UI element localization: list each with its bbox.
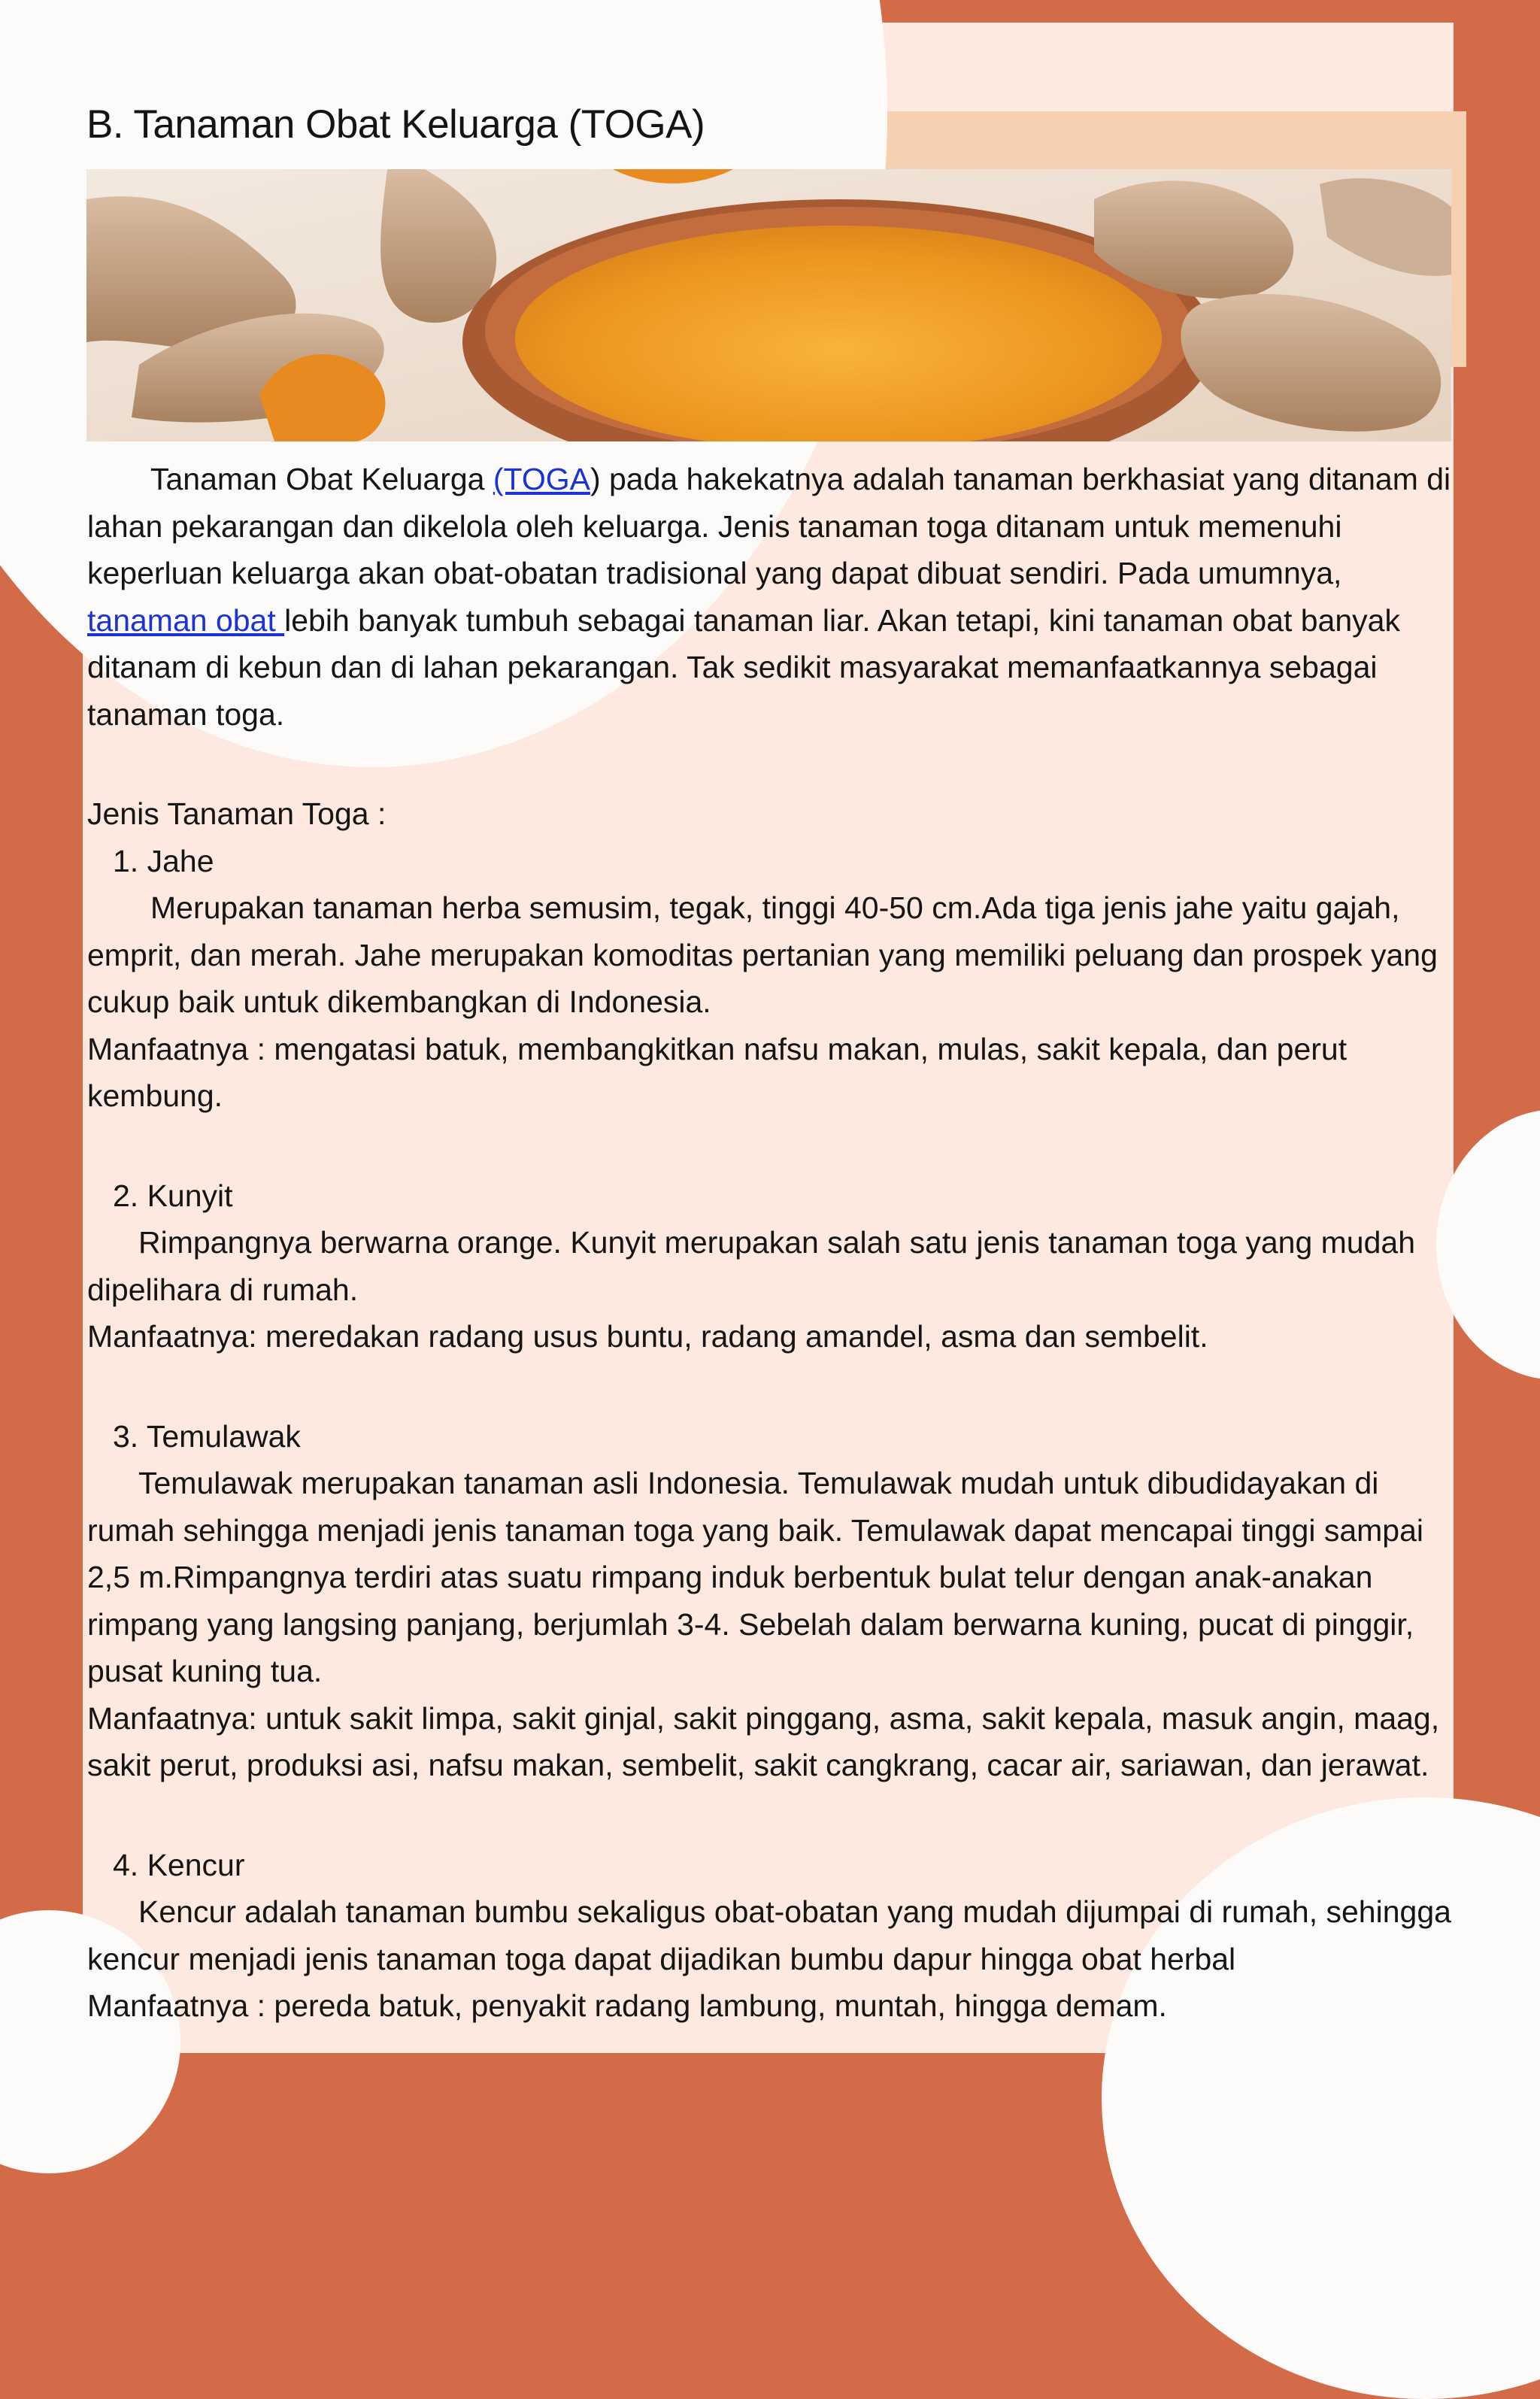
plant-benefits-kencur: Manfaatnya : pereda batuk, penyakit radang lambung, muntah, hingga demam. <box>87 1988 1167 2023</box>
plant-description-jahe: Merupakan tanaman herba semusim, tegak, tinggi 40-50 cm.Ada tiga jenis jahe yaitu gajah, emprit, dan merah. Jahe merupakan komoditas pertanian yang memiliki peluang dan prospek yang cukup baik untuk dikembangkan di Indonesia. <box>87 890 1438 1019</box>
hero-image <box>86 169 1451 441</box>
tanaman-obat-link[interactable]: tanaman obat <box>87 602 285 638</box>
plant-benefits-kunyit: Manfaatnya: meredakan radang usus buntu, radang amandel, asma dan sembelit. <box>87 1319 1208 1354</box>
plant-name-kunyit: 2. Kunyit <box>113 1178 233 1213</box>
plant-name-kencur: 4. Kencur <box>113 1847 245 1882</box>
intro-paragraph: Tanaman Obat Keluarga (TOGA) pada hakekatnya adalah tanaman berkhasiat yang ditanam di lahan pekarangan dan dikelola oleh keluarga. Jenis tanaman toga ditanam untuk memenuhi keperluan keluarga akan obat-obatan tradisional yang dapat dibuat sendiri. Pada umumnya, tanaman obat lebih banyak tumbuh sebagai tanaman liar. Akan tetapi, kini tanaman obat banyak ditanam di kebun dan di lahan pekarangan. Tak sedikit masyarakat memanfaatkannya sebagai tanaman toga. <box>87 462 1451 732</box>
plant-description-temulawak: Temulawak merupakan tanaman asli Indonesia. Temulawak mudah untuk dibudidayakan di rumah sehingga menjadi jenis tanaman toga yang baik. Temulawak dapat mencapai tinggi sampai 2,5 m.Rimpangnya terdiri atas suatu rimpang induk berbentuk bulat telur dengan anak-anakan rimpang yang langsing panjang, berjumlah 3-4. Sebelah dalam berwarna kuning, pucat di pinggir, pusat kuning tua. <box>87 1466 1423 1688</box>
plant-name-temulawak: 3. Temulawak <box>113 1418 301 1454</box>
toga-link[interactable]: (TOGA <box>493 462 590 496</box>
article-body <box>87 456 1452 2030</box>
plant-benefits-jahe: Manfaatnya : mengatasi batuk, membangkitkan nafsu makan, mulas, sakit kepala, dan perut kembung. <box>87 1031 1348 1113</box>
page-title: B. Tanaman Obat Keluarga (TOGA) <box>86 102 705 147</box>
plant-description-kunyit: Rimpangnya berwarna orange. Kunyit merupakan salah satu jenis tanaman toga yang mudah dipelihara di rumah. <box>87 1225 1415 1307</box>
plant-description-kencur: Kencur adalah tanaman bumbu sekaligus obat-obatan yang mudah dijumpai di rumah, sehingga kencur menjadi jenis tanaman toga dapat dijadikan bumbu dapur hingga obat herbal <box>87 1894 1451 1976</box>
turmeric-illustration <box>86 169 1451 441</box>
plant-name-jahe: 1. Jahe <box>113 843 214 878</box>
plant-benefits-temulawak: Manfaatnya: untuk sakit limpa, sakit ginjal, sakit pinggang, asma, sakit kepala, masuk angin, maag, sakit perut, produksi asi, nafsu makan, sembelit, sakit cangkrang, cacar air, sariawan, dan jerawat. <box>87 1700 1440 1782</box>
list-heading: Jenis Tanaman Toga : <box>87 796 387 831</box>
